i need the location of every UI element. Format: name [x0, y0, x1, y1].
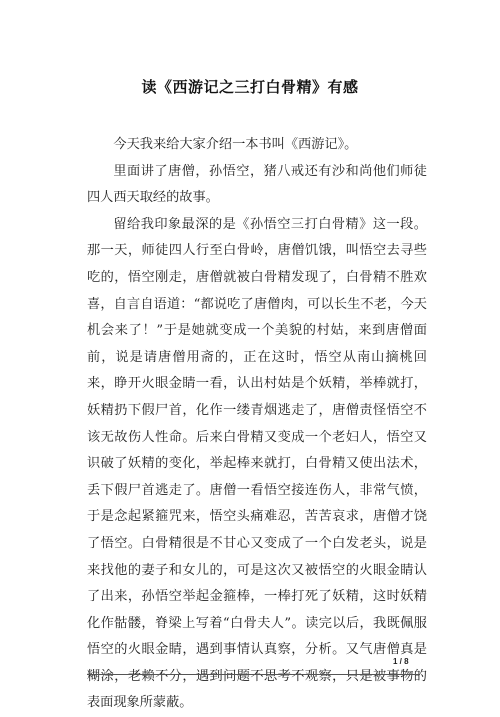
document-body: [87, 132, 427, 717]
footer-divider: [87, 674, 420, 675]
paragraph-intro: 今天我来给大家介绍一本书叫《西游记》。: [113, 137, 358, 152]
paragraph-summary: 里面讲了唐僧，孙悟空，猪八戒还有沙和尚他们师徒四人西天取经的故事。: [87, 163, 427, 206]
page-number: 1 / 8: [393, 657, 409, 666]
paragraph-story: 留给我印象最深的是《孙悟空三打白骨精》这一段。那一天，师徒四人行至白骨岭，唐僧饥饿，叫悟空去寻些吃的，悟空刚走，唐僧就被白骨精发现了，白骨精不胜欢喜，自言自语道：“都说吃了唐僧肉，可以长生不老，今天机会来了！”于是她就变成一个美貌的村姑，来到唐僧面前，说是请唐僧用斋的，正在这时，悟空从南山摘桃回来，睁开火眼金睛一看，认出村姑是个妖精，举棒就打，妖精扔下假尸首，化作一缕青烟逃走了，唐僧责怪悟空不该无故伤人性命。后来白骨精又变成一个老妇人，悟空又识破了妖精的变化，举起棒来就打，白骨精又使出法术，丢下假尸首逃走了。唐僧一看悟空接连伤人，非常气愤，于是念起紧箍咒来，悟空头痛难忍，苦苦哀求，唐僧才饶了悟空。白骨精很是不甘心又变成了一个白发老头，说是来找他的妻子和女儿的，可是这次又被悟空的火眼金睛认了出来，孙悟空举起金箍棒，一棒打死了妖精，这时妖精化作骷髅，脊梁上写着“白骨夫人”。读完以后，我既佩服悟空的火眼金睛，遇到事情认真察，分析。又气唐僧真是糊涂，老赖不分，遇到问题不思考不观察，只是被事物的表面现象所蒙蔽。: [87, 216, 427, 711]
document-title: 读《西游记之三打白骨精》有感: [141, 78, 359, 96]
